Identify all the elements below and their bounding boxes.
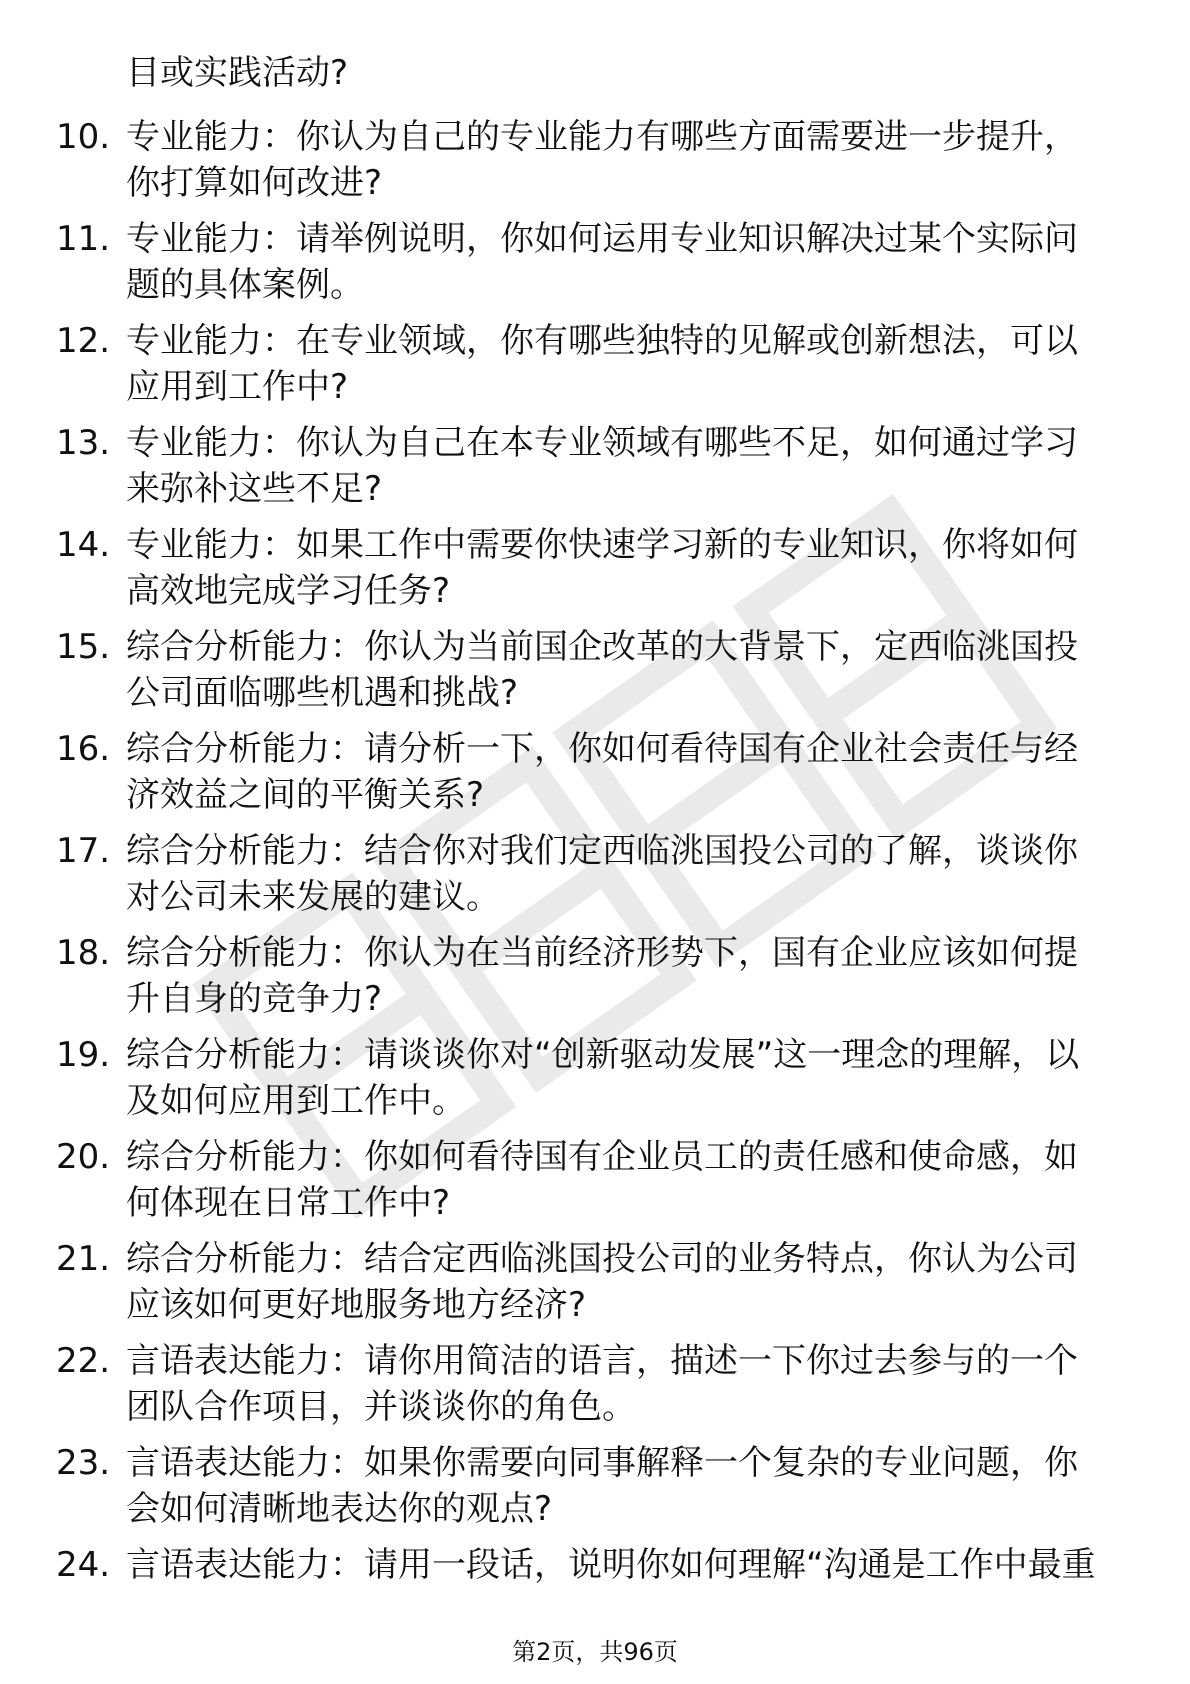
question-text-line: 公司面临哪些机遇和挑战? bbox=[126, 673, 519, 713]
question-number: 11. bbox=[56, 219, 111, 259]
question-text bbox=[126, 828, 1136, 920]
question-text bbox=[126, 522, 1136, 614]
question-text-line: 你打算如何改进? bbox=[126, 163, 383, 203]
question-item bbox=[56, 114, 1136, 216]
question-number: 12. bbox=[56, 321, 111, 361]
question-item bbox=[56, 1134, 1136, 1236]
question-number: 18. bbox=[56, 933, 111, 973]
question-text bbox=[126, 726, 1136, 818]
question-text bbox=[126, 624, 1136, 716]
question-text-line: 及如何应用到工作中。 bbox=[126, 1081, 466, 1121]
question-text bbox=[126, 1440, 1136, 1532]
question-text bbox=[126, 318, 1136, 410]
question-number: 10. bbox=[56, 117, 111, 157]
question-text-line: 专业能力：在专业领域，你有哪些独特的见解或创新想法，可以 bbox=[126, 321, 1078, 361]
question-text-line: 高效地完成学习任务? bbox=[126, 571, 451, 611]
question-list bbox=[56, 114, 1136, 1644]
question-item bbox=[56, 216, 1136, 318]
question-text-line: 济效益之间的平衡关系? bbox=[126, 775, 485, 815]
question-text-line: 专业能力：你认为自己在本专业领域有哪些不足，如何通过学习 bbox=[126, 423, 1078, 463]
question-text-line: 升自身的竞争力? bbox=[126, 979, 383, 1019]
question-text-line: 综合分析能力：结合定西临洮国投公司的业务特点，你认为公司 bbox=[126, 1239, 1078, 1279]
question-item bbox=[56, 1440, 1136, 1542]
question-text-line: 专业能力：请举例说明，你如何运用专业知识解决过某个实际问 bbox=[126, 219, 1078, 259]
question-text-line: 对公司未来发展的建议。 bbox=[126, 877, 500, 917]
question-text-line: 应用到工作中? bbox=[126, 367, 349, 407]
question-number: 20. bbox=[56, 1137, 111, 1177]
question-text bbox=[126, 216, 1136, 308]
question-number: 21. bbox=[56, 1239, 111, 1279]
question-text-line: 来弥补这些不足? bbox=[126, 469, 383, 509]
question-text-line: 会如何清晰地表达你的观点? bbox=[126, 1489, 553, 1529]
question-number: 24. bbox=[56, 1545, 111, 1585]
question-text bbox=[126, 1236, 1136, 1328]
question-text-line: 言语表达能力：请你用简洁的语言，描述一下你过去参与的一个 bbox=[126, 1341, 1078, 1381]
question-text bbox=[126, 930, 1136, 1022]
question-text-line: 应该如何更好地服务地方经济? bbox=[126, 1285, 587, 1325]
question-item bbox=[56, 1338, 1136, 1440]
question-text bbox=[126, 114, 1136, 206]
question-number: 13. bbox=[56, 423, 111, 463]
question-text-line: 综合分析能力：你认为当前国企改革的大背景下，定西临洮国投 bbox=[126, 627, 1078, 667]
question-text bbox=[126, 1542, 1136, 1588]
question-item bbox=[56, 930, 1136, 1032]
question-text-line: 综合分析能力：你认为在当前经济形势下，国有企业应该如何提 bbox=[126, 933, 1078, 973]
question-item bbox=[56, 318, 1136, 420]
question-text-line: 综合分析能力：结合你对我们定西临洮国投公司的了解，谈谈你 bbox=[126, 831, 1078, 871]
continued-question-text: 目或实践活动? bbox=[126, 53, 349, 93]
page-number-footer: 第2页，共96页 bbox=[512, 1638, 678, 1666]
question-number: 16. bbox=[56, 729, 111, 769]
question-item bbox=[56, 1542, 1136, 1644]
question-item bbox=[56, 1236, 1136, 1338]
question-text-line: 团队合作项目，并谈谈你的角色。 bbox=[126, 1387, 636, 1427]
question-text-line: 综合分析能力：请谈谈你对“创新驱动发展”这一理念的理解，以 bbox=[126, 1035, 1080, 1075]
question-text bbox=[126, 1134, 1136, 1226]
question-text bbox=[126, 1032, 1136, 1124]
question-number: 17. bbox=[56, 831, 111, 871]
question-item bbox=[56, 828, 1136, 930]
question-text bbox=[126, 420, 1136, 512]
question-text-line: 何体现在日常工作中? bbox=[126, 1183, 451, 1223]
question-item bbox=[56, 1032, 1136, 1134]
question-text-line: 专业能力：如果工作中需要你快速学习新的专业知识，你将如何 bbox=[126, 525, 1078, 565]
question-number: 19. bbox=[56, 1035, 111, 1075]
question-item bbox=[56, 420, 1136, 522]
question-item bbox=[56, 726, 1136, 828]
question-text-line: 题的具体案例。 bbox=[126, 265, 364, 305]
question-text-line: 综合分析能力：你如何看待国有企业员工的责任感和使命感，如 bbox=[126, 1137, 1078, 1177]
question-number: 14. bbox=[56, 525, 111, 565]
question-number: 15. bbox=[56, 627, 111, 667]
question-number: 22. bbox=[56, 1341, 111, 1381]
question-text-line: 综合分析能力：请分析一下，你如何看待国有企业社会责任与经 bbox=[126, 729, 1078, 769]
question-text-line: 专业能力：你认为自己的专业能力有哪些方面需要进一步提升， bbox=[126, 117, 1078, 157]
question-item bbox=[56, 624, 1136, 726]
question-number: 23. bbox=[56, 1443, 111, 1483]
question-text-line: 言语表达能力：请用一段话，说明你如何理解“沟通是工作中最重 bbox=[126, 1545, 1096, 1585]
question-text-line: 言语表达能力：如果你需要向同事解释一个复杂的专业问题，你 bbox=[126, 1443, 1078, 1483]
question-item bbox=[56, 522, 1136, 624]
question-text bbox=[126, 1338, 1136, 1430]
